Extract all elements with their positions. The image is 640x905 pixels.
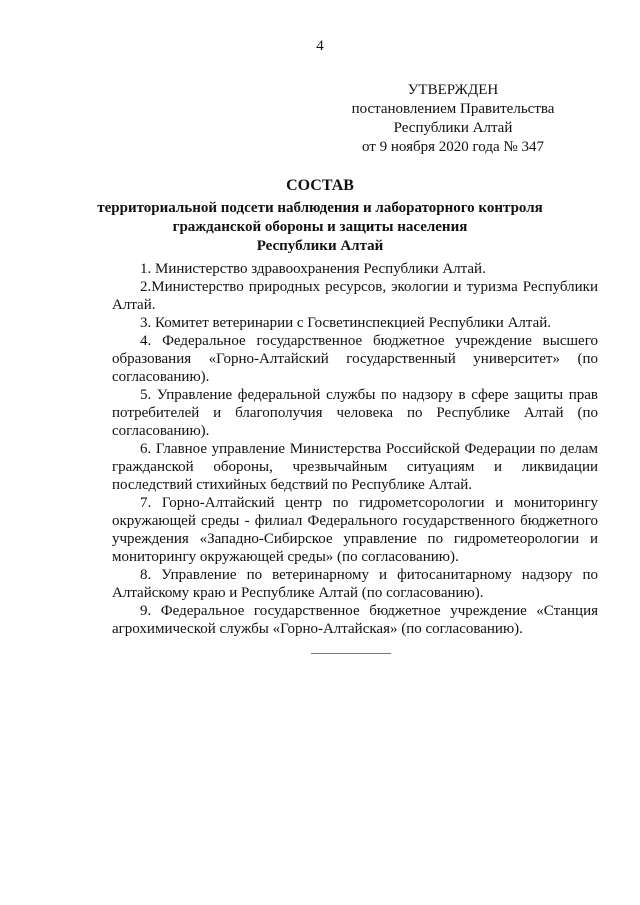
list-item: 3. Комитет ветеринарии с Госветинспекцией Республики Алтай. <box>140 315 552 331</box>
title-heading: СОСТАВ <box>286 177 354 194</box>
list-item: 6. Главное управление Министерства Российской Федерации по делам гражданской обороны, чрезвычайным ситуациям и ликвидации последствий стихийных бедствий по Республике Алтай. <box>112 441 598 493</box>
approval-date: от 9 ноября 2020 года № 347 <box>362 139 544 155</box>
approval-title: УТВЕРЖДЕН <box>407 82 499 98</box>
title-line-1: территориальной подсети наблюдения и лабораторного контроля <box>97 200 543 216</box>
end-separator-line <box>311 653 391 654</box>
document-title <box>0 176 640 256</box>
list-item: 1. Министерство здравоохранения Республики Алтай. <box>140 261 486 277</box>
list-item: 5. Управление федеральной службы по надзору в сфере защиты прав потребителей и благополучия человека по Республике Алтай (по согласованию). <box>112 387 598 439</box>
approval-block <box>340 81 566 157</box>
list-item: 2.Министерство природных ресурсов, экологии и туризма Республики Алтай. <box>112 279 598 313</box>
approval-government: Республики Алтай <box>393 120 513 136</box>
title-line-3: Республики Алтай <box>256 238 384 254</box>
page-number: 4 <box>316 38 324 54</box>
list-item: 7. Горно-Алтайский центр по гидрометсорологии и мониторингу окружающей среды - филиал Федерального государственного бюджетного учреждения «Западно-Сибирское управление по гидрометеорологии и мониторингу окружающей среды» (по согласованию). <box>112 495 598 565</box>
approval-resolution: постановлением Правительства <box>351 101 555 117</box>
title-line-2: гражданской обороны и защиты населения <box>172 219 468 235</box>
composition-list <box>112 260 598 638</box>
list-item: 9. Федеральное государственное бюджетное учреждение «Станция агрохимической службы «Горно-Алтайская» (по согласованию). <box>112 603 598 637</box>
list-item: 4. Федеральное государственное бюджетное учреждение высшего образования «Горно-Алтайский государственный университет» (по согласованию). <box>112 333 598 385</box>
list-item: 8. Управление по ветеринарному и фитосанитарному надзору по Алтайскому краю и Республике Алтай (по согласованию). <box>112 567 598 601</box>
